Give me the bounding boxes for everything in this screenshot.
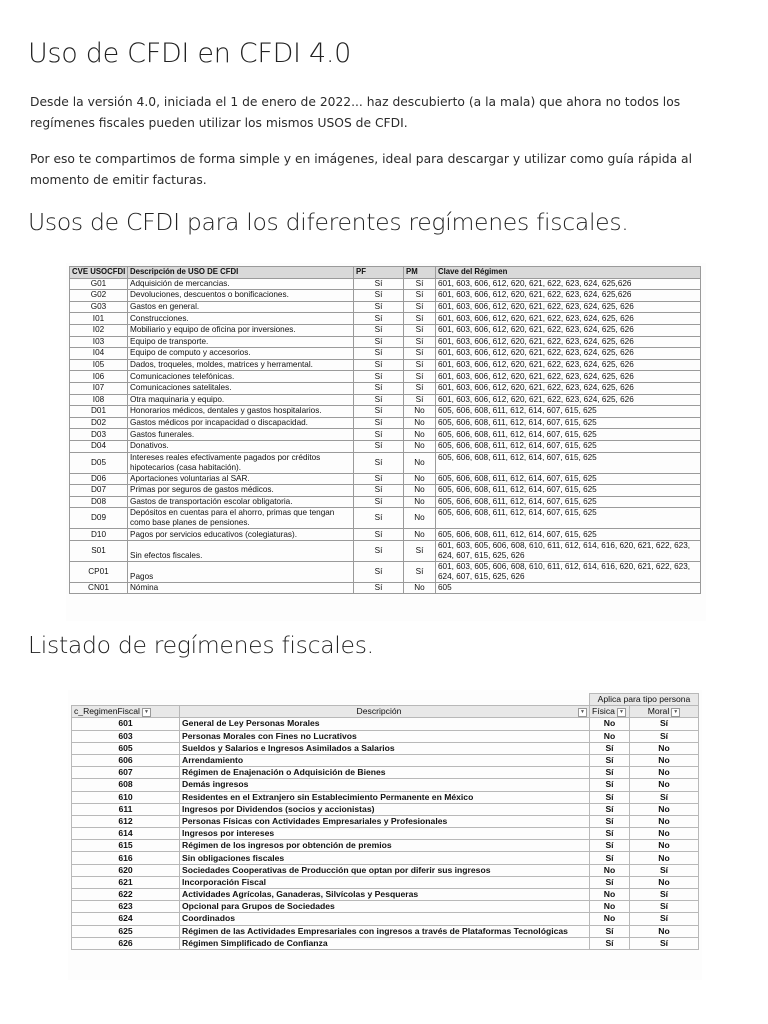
table-cell: Régimen de Enajenación o Adquisición de Bienes bbox=[180, 767, 590, 779]
table-row bbox=[70, 406, 701, 418]
table-cell: I04 bbox=[70, 348, 128, 360]
table-cell: Sí bbox=[590, 767, 630, 779]
table-cell: G01 bbox=[70, 278, 128, 290]
table-row bbox=[72, 913, 699, 925]
table-cell: I03 bbox=[70, 336, 128, 348]
table-cell: Equipo de transporte. bbox=[128, 336, 354, 348]
table-cell: Sí bbox=[590, 852, 630, 864]
table-cell: Sí bbox=[630, 864, 699, 876]
table-cell: 612 bbox=[72, 815, 180, 827]
table-cell: D03 bbox=[70, 429, 128, 441]
table-cell: 601, 603, 606, 612, 620, 621, 622, 623, 624, 625, 626 bbox=[436, 301, 701, 313]
table-cell: 605 bbox=[72, 742, 180, 754]
table-cell: Gastos médicos por incapacidad o discapacidad. bbox=[128, 417, 354, 429]
table-cell: Sí bbox=[354, 371, 404, 383]
table-cell: Ingresos por intereses bbox=[180, 828, 590, 840]
section-heading-usos: Usos de CFDI para los diferentes regímenes fiscales. bbox=[28, 208, 629, 236]
table-cell: No bbox=[590, 901, 630, 913]
table-cell: D05 bbox=[70, 452, 128, 473]
table-cell: 621 bbox=[72, 876, 180, 888]
table-cell: Sí bbox=[590, 791, 630, 803]
table-cell: 601, 603, 606, 612, 620, 621, 622, 623, 624, 625, 626 bbox=[436, 336, 701, 348]
table-cell: 601, 603, 606, 612, 620, 621, 622, 623, 624, 625, 626 bbox=[436, 324, 701, 336]
table-row bbox=[72, 937, 699, 949]
table-cell: 608 bbox=[72, 779, 180, 791]
table-row bbox=[72, 864, 699, 876]
col-header: c_RegimenFiscal bbox=[74, 706, 140, 717]
filter-dropdown-icon[interactable]: ▼ bbox=[671, 708, 680, 717]
table-cell: Sí bbox=[404, 348, 436, 360]
table-row bbox=[70, 473, 701, 485]
table-row bbox=[70, 417, 701, 429]
table-cell: D06 bbox=[70, 473, 128, 485]
guide-paragraph: Por eso te compartimos de forma simple y en imágenes, ideal para descargar y utilizar como guía rápida al momento de emitir facturas. bbox=[30, 152, 692, 187]
table-cell: S01 bbox=[70, 540, 128, 561]
page-title: Uso de CFDI en CFDI 4.0 bbox=[28, 38, 352, 69]
table-cell: Sí bbox=[590, 754, 630, 766]
table-row bbox=[72, 730, 699, 742]
table-cell: Pagos bbox=[128, 561, 354, 582]
table-cell: No bbox=[630, 925, 699, 937]
table-cell: Adquisición de mercancias. bbox=[128, 278, 354, 290]
table-cell: Sí bbox=[404, 359, 436, 371]
table-cell: 601, 603, 605, 606, 608, 610, 611, 612, 614, 616, 620, 621, 622, 623, 624, 607, 615, 625, 626 bbox=[436, 540, 701, 561]
table-cell: Sí bbox=[354, 417, 404, 429]
table-cell: Sí bbox=[404, 371, 436, 383]
table-cell: No bbox=[404, 406, 436, 418]
col-header: Clave del Régimen bbox=[436, 267, 701, 279]
table-cell: Incorporación Fiscal bbox=[180, 876, 590, 888]
table-row bbox=[72, 889, 699, 901]
table-cell: No bbox=[630, 840, 699, 852]
table-cell: Sí bbox=[354, 429, 404, 441]
table-row bbox=[70, 540, 701, 561]
blank-cell bbox=[180, 694, 590, 706]
table-row bbox=[70, 452, 701, 473]
table-row bbox=[72, 815, 699, 827]
table-cell: 606 bbox=[72, 754, 180, 766]
table-cell: Sí bbox=[590, 779, 630, 791]
table-cell: Régimen de los ingresos por obtención de premios bbox=[180, 840, 590, 852]
table-cell: No bbox=[630, 876, 699, 888]
table-cell: 601, 603, 605, 606, 608, 610, 611, 612, 614, 616, 620, 621, 622, 623, 624, 607, 615, 625, 626 bbox=[436, 561, 701, 582]
table-cell: CN01 bbox=[70, 582, 128, 594]
table-row bbox=[72, 791, 699, 803]
table-cell: Sí bbox=[354, 348, 404, 360]
table-row bbox=[70, 496, 701, 508]
col-header: Física bbox=[592, 706, 615, 717]
table-cell: Sí bbox=[630, 791, 699, 803]
col-header: Descripción bbox=[356, 706, 402, 717]
table-row bbox=[70, 359, 701, 371]
table-cell: Sí bbox=[404, 336, 436, 348]
table-cell: Sí bbox=[404, 290, 436, 302]
col-header: PM bbox=[404, 267, 436, 279]
table-cell: 605, 606, 608, 611, 612, 614, 607, 615, 625 bbox=[436, 417, 701, 429]
table-cell: G02 bbox=[70, 290, 128, 302]
table-cell: 601, 603, 606, 612, 620, 621, 622, 623, 624, 625, 626 bbox=[436, 371, 701, 383]
table-cell: I06 bbox=[70, 371, 128, 383]
table-cell: 622 bbox=[72, 889, 180, 901]
table-cell: 601, 603, 606, 612, 620, 621, 622, 623, 624, 625, 626 bbox=[436, 359, 701, 371]
table-cell: Mobiliario y equipo de oficina por inversiones. bbox=[128, 324, 354, 336]
table-cell: Depósitos en cuentas para el ahorro, primas que tengan como base planes de pensiones. bbox=[128, 508, 354, 529]
table-row bbox=[70, 508, 701, 529]
table-cell: Sí bbox=[354, 324, 404, 336]
table-cell: Personas Morales con Fines no Lucrativos bbox=[180, 730, 590, 742]
table-row bbox=[70, 278, 701, 290]
group-header: Aplica para tipo persona bbox=[590, 694, 699, 706]
table-cell: Pagos por servicios educativos (colegiaturas). bbox=[128, 529, 354, 541]
table-row bbox=[72, 754, 699, 766]
table-cell: Ingresos por Dividendos (socios y accionistas) bbox=[180, 803, 590, 815]
col-header: CVE USOCFDI bbox=[70, 267, 128, 279]
table-cell: 624 bbox=[72, 913, 180, 925]
table-cell: Sí bbox=[354, 540, 404, 561]
regimenes-table-image bbox=[68, 690, 702, 980]
table-cell: Sí bbox=[354, 290, 404, 302]
table-cell: G03 bbox=[70, 301, 128, 313]
table-cell: Gastos funerales. bbox=[128, 429, 354, 441]
table-cell: 605, 606, 608, 611, 612, 614, 607, 615, 625 bbox=[436, 508, 701, 529]
table-row bbox=[72, 718, 699, 730]
table-cell: No bbox=[590, 718, 630, 730]
table-cell: Sí bbox=[630, 718, 699, 730]
table-cell: 605, 606, 608, 611, 612, 614, 607, 615, 625 bbox=[436, 452, 701, 473]
table-row bbox=[72, 767, 699, 779]
table-cell: Construcciones. bbox=[128, 313, 354, 325]
table-cell: D09 bbox=[70, 508, 128, 529]
table-row bbox=[72, 901, 699, 913]
table-cell: No bbox=[404, 429, 436, 441]
table-cell: Sí bbox=[354, 529, 404, 541]
table-row bbox=[70, 529, 701, 541]
table-cell: Equipo de computo y accesorios. bbox=[128, 348, 354, 360]
section-heading-regimenes: Listado de regímenes fiscales. bbox=[28, 631, 374, 659]
table-cell: Personas Físicas con Actividades Empresariales y Profesionales bbox=[180, 815, 590, 827]
usos-cfdi-table-image bbox=[66, 263, 706, 621]
table-cell: Sí bbox=[354, 336, 404, 348]
table-row bbox=[70, 394, 701, 406]
table-cell: Sí bbox=[404, 278, 436, 290]
table-cell: Sí bbox=[590, 815, 630, 827]
table-cell: 607 bbox=[72, 767, 180, 779]
table-cell: Sí bbox=[630, 937, 699, 949]
table-cell: Sí bbox=[630, 913, 699, 925]
table-row bbox=[72, 876, 699, 888]
table-cell: 610 bbox=[72, 791, 180, 803]
table-cell: 601, 603, 606, 612, 620, 621, 622, 623, 624, 625,626 bbox=[436, 278, 701, 290]
table-cell: I01 bbox=[70, 313, 128, 325]
table-cell: Sí bbox=[630, 730, 699, 742]
table-row bbox=[72, 779, 699, 791]
table-cell: I02 bbox=[70, 324, 128, 336]
table-cell: Sí bbox=[590, 937, 630, 949]
table-cell: Sí bbox=[354, 382, 404, 394]
table-cell: I08 bbox=[70, 394, 128, 406]
table-cell: Sí bbox=[354, 561, 404, 582]
table-cell: Sí bbox=[404, 301, 436, 313]
table-cell: Gastos de transportación escolar obligatoria. bbox=[128, 496, 354, 508]
filter-dropdown-icon[interactable]: ▼ bbox=[617, 708, 626, 717]
table-cell: Sí bbox=[354, 301, 404, 313]
table-cell: Sin efectos fiscales. bbox=[128, 540, 354, 561]
table-row bbox=[70, 301, 701, 313]
table-cell: No bbox=[630, 767, 699, 779]
table-cell: 605, 606, 608, 611, 612, 614, 607, 615, 625 bbox=[436, 473, 701, 485]
table-cell: Sí bbox=[590, 742, 630, 754]
table-cell: Comunicaciones telefónicas. bbox=[128, 371, 354, 383]
table-cell: No bbox=[590, 730, 630, 742]
table-row bbox=[70, 348, 701, 360]
table-row bbox=[70, 485, 701, 497]
table-row bbox=[70, 290, 701, 302]
table-cell: Opcional para Grupos de Sociedades bbox=[180, 901, 590, 913]
table-cell: No bbox=[630, 852, 699, 864]
table-cell: No bbox=[630, 803, 699, 815]
table-cell: Régimen Simplificado de Confianza bbox=[180, 937, 590, 949]
col-header: PF bbox=[354, 267, 404, 279]
table-cell: No bbox=[404, 496, 436, 508]
table-cell: Intereses reales efectivamente pagados por créditos hipotecarios (casa habitación). bbox=[128, 452, 354, 473]
table-cell: Residentes en el Extranjero sin Establecimiento Permanente en México bbox=[180, 791, 590, 803]
table-cell: No bbox=[630, 742, 699, 754]
table-cell: Demás ingresos bbox=[180, 779, 590, 791]
table-cell: Sí bbox=[354, 394, 404, 406]
table-cell: No bbox=[404, 485, 436, 497]
table-cell: Sí bbox=[354, 440, 404, 452]
col-header: Moral bbox=[647, 706, 670, 717]
table-cell: 605, 606, 608, 611, 612, 614, 607, 615, 625 bbox=[436, 485, 701, 497]
table-row bbox=[70, 429, 701, 441]
table-cell: Régimen de las Actividades Empresariales con ingresos a través de Plataformas Tecnológicas bbox=[180, 925, 590, 937]
table-cell: Sí bbox=[354, 359, 404, 371]
table-cell: Actividades Agrícolas, Ganaderas, Silvícolas y Pesqueras bbox=[180, 889, 590, 901]
table-cell: No bbox=[404, 417, 436, 429]
table-cell: Comunicaciones satelitales. bbox=[128, 382, 354, 394]
table-cell: 605, 606, 608, 611, 612, 614, 607, 615, 625 bbox=[436, 406, 701, 418]
table-cell: 616 bbox=[72, 852, 180, 864]
table-cell: No bbox=[630, 828, 699, 840]
table-cell: Sí bbox=[354, 406, 404, 418]
usos-cfdi-table bbox=[69, 266, 701, 594]
table-row bbox=[72, 803, 699, 815]
table-cell: No bbox=[590, 913, 630, 925]
table-cell: Sueldos y Salarios e Ingresos Asimilados a Salarios bbox=[180, 742, 590, 754]
table-cell: Gastos en general. bbox=[128, 301, 354, 313]
table-cell: D01 bbox=[70, 406, 128, 418]
table-cell: 605, 606, 608, 611, 612, 614, 607, 615, 625 bbox=[436, 440, 701, 452]
table-cell: 626 bbox=[72, 937, 180, 949]
table-cell: Sí bbox=[404, 561, 436, 582]
table-cell: Nómina bbox=[128, 582, 354, 594]
table-cell: Dados, troqueles, moldes, matrices y herramental. bbox=[128, 359, 354, 371]
table-cell: Sí bbox=[354, 508, 404, 529]
table-cell: Sí bbox=[354, 452, 404, 473]
table-cell: Primas por seguros de gastos médicos. bbox=[128, 485, 354, 497]
table-cell: No bbox=[404, 473, 436, 485]
table-cell: 601, 603, 606, 612, 620, 621, 622, 623, 624, 625, 626 bbox=[436, 394, 701, 406]
table-row bbox=[70, 561, 701, 582]
table-cell: Sí bbox=[590, 828, 630, 840]
table-cell: Sociedades Cooperativas de Producción que optan por diferir sus ingresos bbox=[180, 864, 590, 876]
filter-dropdown-icon[interactable]: ▼ bbox=[142, 708, 151, 717]
table-cell: No bbox=[630, 815, 699, 827]
table-cell: 601, 603, 606, 612, 620, 621, 622, 623, 624, 625, 626 bbox=[436, 313, 701, 325]
table-row bbox=[72, 925, 699, 937]
blank-cell bbox=[72, 694, 180, 706]
table-cell: 605 bbox=[436, 582, 701, 594]
table-cell: Sí bbox=[354, 485, 404, 497]
col-header: Descripción de USO DE CFDI bbox=[128, 267, 354, 279]
table-cell: 601 bbox=[72, 718, 180, 730]
table-cell: Sí bbox=[354, 313, 404, 325]
table-row bbox=[70, 582, 701, 594]
table-cell: Arrendamiento bbox=[180, 754, 590, 766]
filter-dropdown-icon[interactable]: ▼ bbox=[578, 708, 587, 717]
table-cell: Sí bbox=[404, 382, 436, 394]
table-cell: 614 bbox=[72, 828, 180, 840]
table-cell: Donativos. bbox=[128, 440, 354, 452]
table-cell: Devoluciones, descuentos o bonificaciones. bbox=[128, 290, 354, 302]
table-cell: 620 bbox=[72, 864, 180, 876]
table-cell: Sí bbox=[630, 901, 699, 913]
intro-paragraph: Desde la versión 4.0, iniciada el 1 de enero de 2022... haz descubierto (a la mala) que ahora no todos los regímenes fiscales pueden utilizar los mismos USOS de CFDI. bbox=[30, 95, 681, 130]
table-cell: 625 bbox=[72, 925, 180, 937]
table-cell: Sí bbox=[590, 925, 630, 937]
table-cell: No bbox=[404, 529, 436, 541]
table-cell: Sí bbox=[630, 889, 699, 901]
table-row bbox=[70, 336, 701, 348]
table-cell: 615 bbox=[72, 840, 180, 852]
table-row bbox=[70, 371, 701, 383]
table-row bbox=[72, 840, 699, 852]
table-cell: D10 bbox=[70, 529, 128, 541]
table-row bbox=[70, 382, 701, 394]
table-cell: Coordinados bbox=[180, 913, 590, 925]
table-cell: No bbox=[590, 889, 630, 901]
table-cell: Sí bbox=[590, 840, 630, 852]
table-cell: Sí bbox=[404, 540, 436, 561]
table-cell: Sí bbox=[354, 496, 404, 508]
table-cell: General de Ley Personas Morales bbox=[180, 718, 590, 730]
table-cell: No bbox=[630, 754, 699, 766]
table-cell: Sí bbox=[590, 803, 630, 815]
table-row bbox=[70, 324, 701, 336]
table-cell: Sí bbox=[404, 313, 436, 325]
table-cell: 605, 606, 608, 611, 612, 614, 607, 615, 625 bbox=[436, 496, 701, 508]
table-cell: 601, 603, 606, 612, 620, 621, 622, 623, 624, 625, 626 bbox=[436, 382, 701, 394]
table-cell: No bbox=[404, 508, 436, 529]
table-cell: Sí bbox=[590, 876, 630, 888]
table-cell: Sí bbox=[354, 582, 404, 594]
table-cell: I07 bbox=[70, 382, 128, 394]
table-cell: Sin obligaciones fiscales bbox=[180, 852, 590, 864]
table-cell: I05 bbox=[70, 359, 128, 371]
table-cell: D08 bbox=[70, 496, 128, 508]
table-cell: Sí bbox=[354, 473, 404, 485]
table-cell: No bbox=[404, 582, 436, 594]
table-cell: D02 bbox=[70, 417, 128, 429]
table-cell: 601, 603, 606, 612, 620, 621, 622, 623, 624, 625, 626 bbox=[436, 348, 701, 360]
table-cell: Aportaciones voluntarias al SAR. bbox=[128, 473, 354, 485]
table-cell: Otra maquinaria y equipo. bbox=[128, 394, 354, 406]
table-cell: 603 bbox=[72, 730, 180, 742]
table-cell: 605, 606, 608, 611, 612, 614, 607, 615, 625 bbox=[436, 429, 701, 441]
table-cell: No bbox=[404, 440, 436, 452]
table-cell: Sí bbox=[404, 324, 436, 336]
table-cell: No bbox=[630, 779, 699, 791]
table-cell: D04 bbox=[70, 440, 128, 452]
table-row bbox=[72, 828, 699, 840]
table-cell: D07 bbox=[70, 485, 128, 497]
table-cell: 623 bbox=[72, 901, 180, 913]
table-cell: Sí bbox=[404, 394, 436, 406]
regimenes-table bbox=[71, 693, 699, 950]
table-cell: No bbox=[590, 864, 630, 876]
table-cell: CP01 bbox=[70, 561, 128, 582]
table-cell: Sí bbox=[354, 278, 404, 290]
table-row bbox=[72, 852, 699, 864]
table-cell: 601, 603, 606, 612, 620, 621, 622, 623, 624, 625,626 bbox=[436, 290, 701, 302]
table-row bbox=[70, 313, 701, 325]
table-row bbox=[72, 742, 699, 754]
table-cell: No bbox=[404, 452, 436, 473]
table-cell: Honorarios médicos, dentales y gastos hospitalarios. bbox=[128, 406, 354, 418]
table-cell: 611 bbox=[72, 803, 180, 815]
table-row bbox=[70, 440, 701, 452]
table-cell: 605, 606, 608, 611, 612, 614, 607, 615, 625 bbox=[436, 529, 701, 541]
